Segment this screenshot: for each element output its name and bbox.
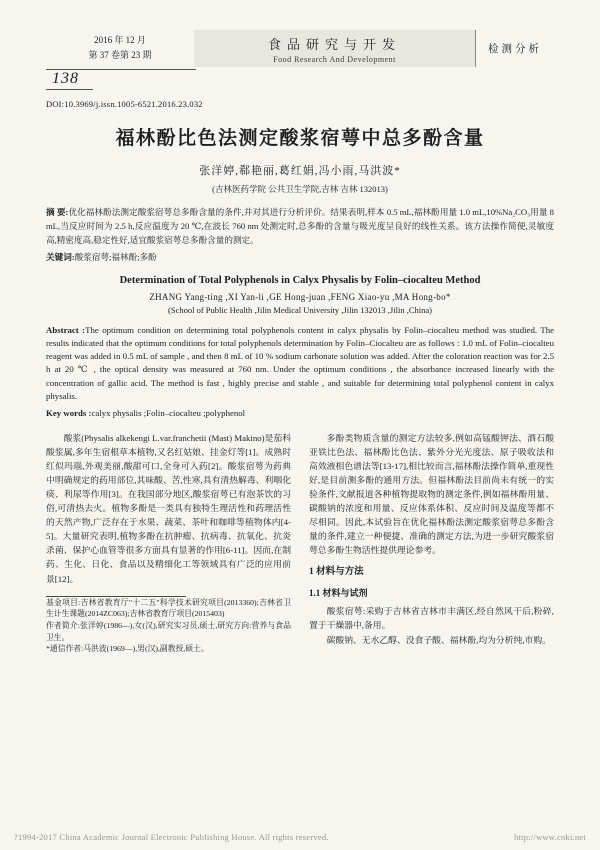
issue-date: 2016 年 12 月 <box>94 35 146 45</box>
journal-title-block <box>194 30 475 67</box>
issue-volume: 第 37 卷第 23 期 <box>88 49 152 60</box>
section-heading-1: 1 材料与方法 <box>309 567 364 578</box>
footnote-bio: 作者简介:张洋婷(1986—),女(汉),研究实习员,硕士,研究方向:营养与食品卫生。 <box>46 620 291 642</box>
issue-info <box>46 30 194 67</box>
journal-title-cn: 食品研究与开发 <box>267 37 401 52</box>
abstract-en-text: The optimum condition on determining total polyphenols content in calyx physalis by Folin–ciocalteu method was studied. The results indicated that the optimum conditions for total polyphenols determination by Folin–Ciocalteu are as follows : 1.0 mL of Folin–ciocalteu reagent was added in 0.5 mL of sample , and then 8 mL of 10 % sodium carbonate solution was added. After the coloration reaction was for 2.5 h at 20 ℃ , the optical density was measured at 760 nm. Under the optimum conditions , the absorbance increased linearly with the concentration of gallic acid. The method is fast , highly precise and stable , and suitable for determining total polyphenol content in calyx physalis. <box>46 324 554 401</box>
doi-line: DOI:10.3969/j.issn.1005-6521.2016.23.032 <box>46 99 203 109</box>
keywords-en-label: Key words : <box>46 407 92 418</box>
authors-cn: 张洋婷,郗艳丽,葛红娟,冯小雨,马洪波* <box>199 165 401 177</box>
keywords-cn <box>46 251 554 263</box>
footer-copyright: ?1994-2017 China Academic Journal Electronic Publishing House. All rights reserved. <box>14 832 329 842</box>
body-paragraph: 碳酸钠、无水乙醇、没食子酸、福林酚,均为分析纯,市购。 <box>326 635 551 646</box>
keywords-cn-text: 酸浆宿萼;福林酚;多酚 <box>74 251 157 262</box>
body-paragraph: 多酚类物质含量的测定方法较多,例如高锰酸钾法、酒石酸亚铁比色法、福林酚比色法、紫外分光光度法、原子吸收法和高效液相色谱法等[13-17],相比较而言,福林酚法操作简单,重现性好,是目前测多酚的通用方法。但福林酚法目前尚未有统一的实验条件,文献报道各种植物提取物的测定条件,例如福林酚用量、碳酸钠的浓度和用量、反应体系体积、反应时间及温度等都不尽相同。因此,本试验旨在优化福林酚法测定酸浆宿萼总多酚含量的条件,建立一种便捷、准确的测定方法,为进一步研究酸浆宿萼总多酚生物活性提供理论参考。 <box>309 432 554 556</box>
affiliation-cn: (吉林医药学院 公共卫生学院,吉林 吉林 132013) <box>212 184 388 194</box>
keywords-en-text: calyx physalis ;Folin–ciocalteu ;polyphenol <box>91 407 246 418</box>
body-columns <box>46 431 554 655</box>
article-title-en: Determination of Total Polyphenols in Calyx Physalis by Folin–ciocalteu Method <box>119 274 481 286</box>
journal-title-en: Food Research And Development <box>273 55 396 64</box>
footnote-corresponding: *通信作者:马洪波(1969—),男(汉),副教授,硕士。 <box>46 644 209 654</box>
footer-url: http://www.cnki.net <box>514 832 586 842</box>
page-number: 138 <box>46 70 93 90</box>
abstract-en <box>46 324 554 403</box>
journal-header <box>46 30 554 67</box>
abstract-en-label: Abstract : <box>46 324 86 335</box>
keywords-en <box>46 408 554 418</box>
authors-en: ZHANG Yang-ting ,XI Yan-li ,GE Hong-juan ,FENG Xiao-yu ,MA Hong-bo* <box>149 291 451 302</box>
page-number-block <box>46 69 196 90</box>
abstract-cn <box>46 206 554 248</box>
body-paragraph: 酸浆(Physalis alkekengi L.var.franchetii (Mast) Makino)是茄科酸浆属,多年生宿根草本植物,又名红姑娘、挂金灯等[1]。成熟时红似玛瑙,外观美丽,酸甜可口,全身可入药[2]。酸浆宿萼为药典中明确规定的药用部位,其味酸、苦,性寒,具有清热解毒、利咽化痰、利尿等作用[3]。在我国部分地区,酸浆宿萼已有泡茶饮的习俗,可清热去火。植物多酚是一类具有独特生理活性和药理活性的天然产物,广泛存在于水果、蔬菜、茶叶和咖啡等植物体内[4-5]。大量研究表明,植物多酚在抗肿瘤、抗病毒、抗氧化、抗炎杀菌、保护心血管等很多方面具有显著的作用[6-11]。因而,在制药、生化、日化、食品以及精细化工等领域具有广泛的应用前景[12]。 <box>46 432 291 584</box>
cnki-footer <box>14 832 586 842</box>
body-paragraph: 酸浆宿萼:采购于吉林省吉林市丰满区,经自然风干后,粉碎,置于干燥器中,备用。 <box>309 606 554 631</box>
keywords-cn-label: 关键词: <box>46 251 75 262</box>
section-heading-1-1: 1.1 材料与试剂 <box>309 587 368 598</box>
body-column-right <box>309 431 554 655</box>
section-label: 检测分析 <box>475 30 554 67</box>
body-column-left <box>46 431 291 655</box>
abstract-cn-label: 摘 要: <box>46 207 69 217</box>
footnotes <box>46 596 291 655</box>
abstract-cn-text: 优化福林酚法测定酸浆宿萼总多酚含量的条件,并对其进行分析评价。结果表明,样本 0.5 mL,福林酚用量 1.0 mL,10%Na₂CO₃用量 8 mL,当反应时间为 2.5 h,反应温度为 20 ℃,在波长 760 nm 处测定时,总多酚的含量与吸光度呈良好的线性关系。该方法操作简便,灵敏度高,精密度高,稳定性好,适宜酸浆宿萼总多酚含量的测定。 <box>46 207 554 245</box>
article-title-cn: 福林酚比色法测定酸浆宿萼中总多酚含量 <box>115 128 485 149</box>
footnote-fund: 基金项目:吉林省教育厅"十二五"科学技术研究项目(2013360);吉林省卫生计生课题(2014ZC063);吉林省教育厅项目(2015403) <box>46 597 291 619</box>
affiliation-en: (School of Public Health ,Jilin Medical University ,Jilin 132013 ,Jilin ,China) <box>168 304 432 315</box>
